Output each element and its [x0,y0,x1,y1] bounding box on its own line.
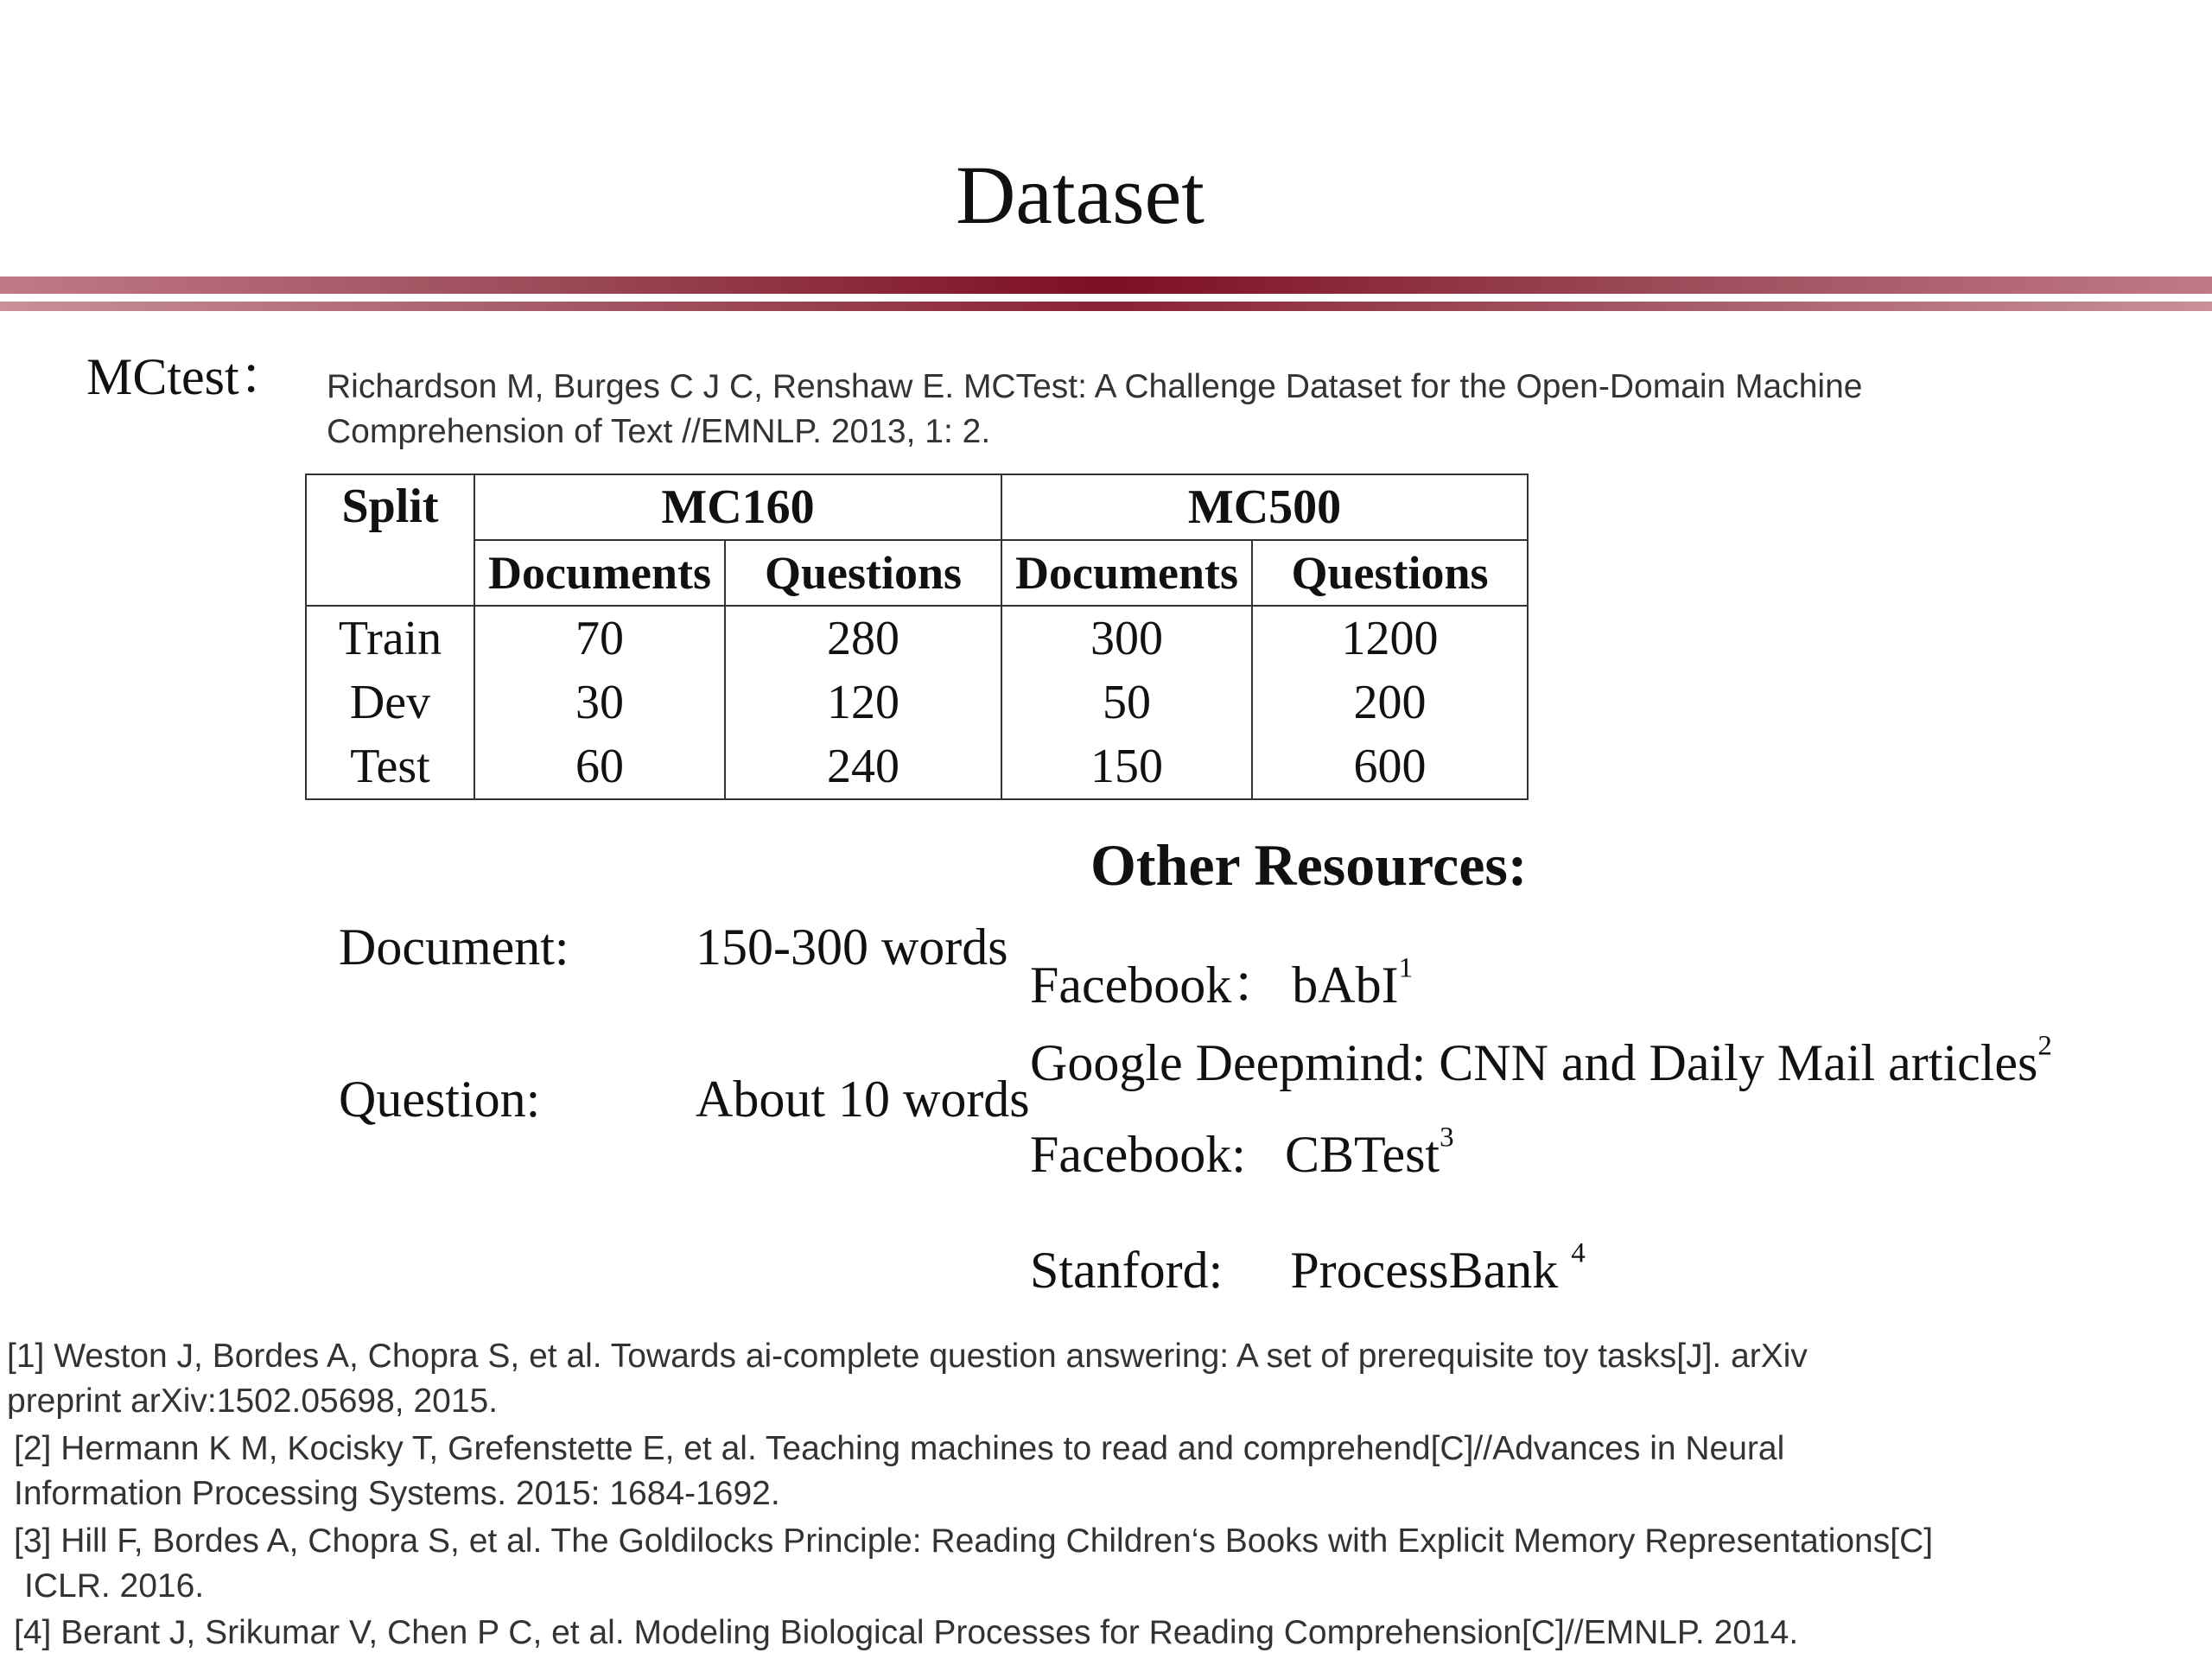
footnote-line: [4] Berant J, Srikumar V, Chen P C, et al. Modeling Biological Processes for Reading Comprehension[C]//EMNLP. 2014. [14,1614,1799,1651]
footnote-line: [1] Weston J, Bordes A, Chopra S, et al. Towards ai-complete question answering: A set of prerequisite toy tasks[J]. arXiv [7,1338,1808,1375]
resource-item [1030,1030,2052,1093]
table-row [306,671,1528,734]
value-cell: 150 [1001,734,1252,799]
subheader-questions: Questions [1252,540,1528,606]
value-cell: 60 [474,734,725,799]
value-cell: 70 [474,606,725,671]
value-cell: 600 [1252,734,1528,799]
split-cell: Dev [306,671,474,734]
group-header-mc500: MC500 [1001,474,1528,540]
other-resources-title: Other Resources: [1090,832,1528,898]
dataset-statistics-table [305,474,1529,800]
resource-org: Google Deepmind: [1030,1034,1427,1091]
subheader-documents: Documents [474,540,725,606]
resource-org: Facebook： [1030,957,1284,1014]
page-title: Dataset [956,149,1205,241]
split-cell: Train [306,606,474,671]
footnote [14,1427,1784,1516]
footnote [14,1611,1798,1656]
value-cell: 120 [725,671,1001,734]
footnote-line: [2] Hermann K M, Kocisky T, Grefenstette E, et al. Teaching machines to read and comprehend[C]//Advances in Neural [14,1430,1785,1467]
footnote-marker: 3 [1440,1122,1454,1154]
resource-item [1030,1122,1454,1185]
value-cell: 30 [474,671,725,734]
footnote [7,1334,1808,1424]
value-cell: 200 [1252,671,1528,734]
subheader-documents: Documents [1001,540,1252,606]
resource-name: ProcessBank [1290,1242,1572,1299]
resource-org: Stanford: [1030,1242,1224,1299]
resource-name: bAbI [1292,957,1399,1014]
footnote-marker: 2 [2037,1030,2052,1062]
resource-name: CNN and Daily Mail articles [1439,1034,2038,1091]
value-cell: 1200 [1252,606,1528,671]
mctest-citation-line-2: Comprehension of Text //EMNLP. 2013, 1: 2. [327,413,991,450]
question-length-label: Question: [339,1071,541,1128]
resource-item [1030,944,1413,1018]
document-length-value: 150-300 words [696,918,1008,976]
value-cell: 300 [1001,606,1252,671]
footnote-line: Information Processing Systems. 2015: 1684-1692. [14,1475,780,1512]
value-cell: 280 [725,606,1001,671]
title-divider-thin [0,302,2212,311]
table-row [306,734,1528,799]
resource-org: Facebook: [1030,1126,1246,1183]
footnote [14,1519,1933,1609]
split-header: Split [306,474,474,606]
table-row [306,606,1528,671]
document-length-label: Document: [339,918,569,976]
title-divider-thick [0,276,2212,294]
group-header-mc160: MC160 [474,474,1001,540]
footnote-marker: 4 [1571,1237,1586,1269]
question-length-value: About 10 words [696,1071,1030,1128]
footnote-line: ICLR. 2016. [24,1567,205,1605]
mctest-label: MCtest： [86,348,291,405]
resource-item [1030,1237,1586,1300]
subheader-questions: Questions [725,540,1001,606]
mctest-citation-line-1: Richardson M, Burges C J C, Renshaw E. MCTest: A Challenge Dataset for the Open-Domain Machine [327,368,1863,405]
value-cell: 50 [1001,671,1252,734]
footnote-line: [3] Hill F, Bordes A, Chopra S, et al. The Goldilocks Principle: Reading Children‘s Books with Explicit Memory Representations[C] [14,1522,1934,1560]
resource-name: CBTest [1284,1126,1440,1183]
footnote-marker: 1 [1398,952,1414,984]
split-cell: Test [306,734,474,799]
mctest-citation [327,365,1862,454]
value-cell: 240 [725,734,1001,799]
footnote-line: preprint arXiv:1502.05698, 2015. [7,1382,499,1420]
